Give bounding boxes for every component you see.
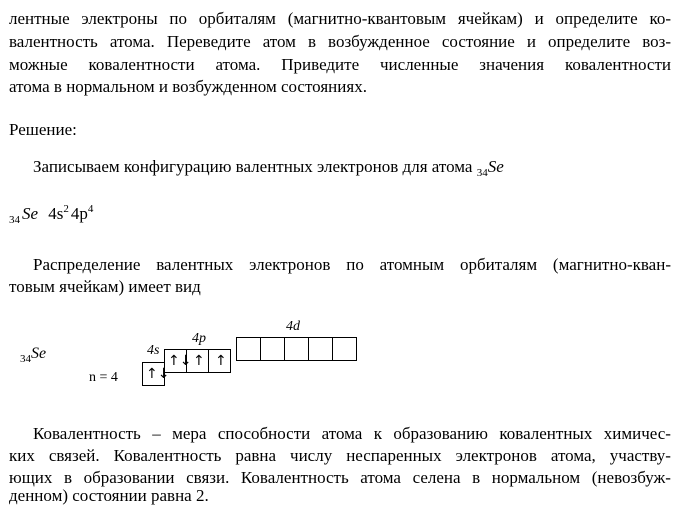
word: Ковалентность bbox=[240, 468, 349, 487]
word: числу bbox=[290, 446, 333, 465]
word: определите bbox=[555, 9, 638, 28]
word: ющих bbox=[9, 468, 53, 487]
distribution-line-2: товым ячейкам) имеет вид bbox=[9, 277, 201, 296]
word: ких bbox=[9, 446, 35, 465]
orbital-cell-4d bbox=[260, 337, 285, 361]
word: равна bbox=[235, 446, 277, 465]
word: (магнитно-кван- bbox=[552, 255, 671, 274]
word: Распределение bbox=[33, 255, 141, 274]
orbital-cell-4d bbox=[236, 337, 261, 361]
atomic-number: 34 bbox=[9, 214, 20, 226]
word: ячейкам) bbox=[457, 9, 523, 28]
word: Ковалентность bbox=[113, 446, 222, 465]
orbital-diagram bbox=[0, 315, 680, 395]
intro-line-1 bbox=[9, 8, 671, 30]
word: в bbox=[307, 32, 316, 51]
config-intro-text: Записываем конфигурацию валентных электронов для атома bbox=[33, 157, 477, 176]
word: по bbox=[169, 9, 188, 28]
word: способности bbox=[217, 424, 311, 443]
word: мера bbox=[172, 424, 207, 443]
word: атома. bbox=[215, 55, 261, 74]
word: возбужденное bbox=[328, 32, 430, 51]
intro-line-3 bbox=[9, 54, 671, 76]
word: атома, bbox=[550, 446, 596, 465]
label-4s: 4s bbox=[147, 343, 160, 358]
word: атома bbox=[360, 468, 401, 487]
atomic-number: 34 bbox=[20, 353, 31, 365]
element-symbol: Se bbox=[22, 204, 39, 223]
element-symbol: Se bbox=[31, 345, 47, 362]
label-4p: 4p bbox=[192, 331, 206, 346]
level-label: n = 4 bbox=[89, 370, 118, 385]
word: по bbox=[346, 255, 364, 274]
electron-arrow: ↑ bbox=[193, 353, 205, 369]
solution-heading: Решение: bbox=[9, 120, 77, 139]
orbital-4p: 4p bbox=[70, 204, 88, 223]
word: электроны bbox=[81, 9, 158, 28]
word: атома. bbox=[109, 32, 155, 51]
word: валентность bbox=[9, 32, 98, 51]
word: и bbox=[534, 9, 544, 28]
electron-count: 4 bbox=[87, 203, 94, 215]
word: атомным bbox=[379, 255, 445, 274]
word: ковалентных bbox=[499, 424, 593, 443]
word: электронов bbox=[249, 255, 331, 274]
orbital-cell-4d bbox=[332, 337, 357, 361]
orbital-cell-4d bbox=[308, 337, 333, 361]
word: ко- bbox=[649, 9, 671, 28]
orbital-cell-4p bbox=[186, 349, 209, 373]
word: неспаренных bbox=[346, 446, 442, 465]
word: Ковалентность bbox=[33, 424, 141, 443]
element-symbol: Se bbox=[487, 157, 504, 176]
word: орбиталям bbox=[198, 9, 276, 28]
word: атом bbox=[262, 32, 296, 51]
word: орбиталям bbox=[459, 255, 538, 274]
covalence-line-4: денном) состоянии равна 2. bbox=[9, 486, 209, 505]
word: можные bbox=[9, 55, 68, 74]
word: и bbox=[526, 32, 536, 51]
electron-pair-arrows: ↑↓ bbox=[168, 353, 192, 369]
word: валентных bbox=[156, 255, 234, 274]
diagram-element bbox=[20, 345, 46, 363]
word: Переведите bbox=[166, 32, 251, 51]
word: нормальном bbox=[491, 468, 581, 487]
word: численные bbox=[380, 55, 459, 74]
orbital-cell-4d bbox=[284, 337, 309, 361]
config-intro bbox=[33, 156, 671, 180]
intro-line-4: атома в нормальном и возбужденном состояниях. bbox=[9, 77, 367, 96]
orbital-4s: 4s bbox=[48, 204, 64, 223]
word: Приведите bbox=[281, 55, 360, 74]
word: атома bbox=[321, 424, 363, 443]
word: участву- bbox=[609, 446, 671, 465]
electron-pair-arrows: ↑↓ bbox=[146, 366, 170, 382]
word: селена bbox=[412, 468, 461, 487]
atomic-number: 34 bbox=[476, 167, 488, 179]
orbital-cell-4s bbox=[142, 362, 170, 386]
word: (магнитно-квантовым bbox=[287, 9, 447, 28]
label-4d: 4d bbox=[286, 319, 300, 334]
word: воз- bbox=[642, 32, 671, 51]
word: лентные bbox=[9, 9, 70, 28]
electron-count: 2 bbox=[63, 203, 69, 215]
word: связи. bbox=[186, 468, 230, 487]
word: определите bbox=[548, 32, 631, 51]
word: химичес- bbox=[603, 424, 671, 443]
word: связей. bbox=[48, 446, 100, 465]
covalence-line-2 bbox=[9, 445, 671, 467]
config-formula bbox=[9, 203, 671, 227]
orbital-cell-4p bbox=[164, 349, 192, 373]
orbital-cell-4p bbox=[208, 349, 231, 373]
word: (невозбуж- bbox=[591, 468, 671, 487]
word: в bbox=[63, 468, 72, 487]
word: в bbox=[472, 468, 481, 487]
word: образованию bbox=[393, 424, 488, 443]
word: ковалентности bbox=[88, 55, 195, 74]
distribution-line-1 bbox=[33, 254, 671, 276]
word: образовании bbox=[83, 468, 175, 487]
word: значения bbox=[479, 55, 545, 74]
word: состояние bbox=[441, 32, 515, 51]
intro-line-2 bbox=[9, 31, 671, 53]
word: ковалентности bbox=[564, 55, 671, 74]
word: – bbox=[152, 424, 161, 443]
word: к bbox=[373, 424, 382, 443]
word: электронов bbox=[455, 446, 537, 465]
covalence-line-1 bbox=[33, 423, 671, 445]
electron-arrow: ↑ bbox=[215, 353, 227, 369]
